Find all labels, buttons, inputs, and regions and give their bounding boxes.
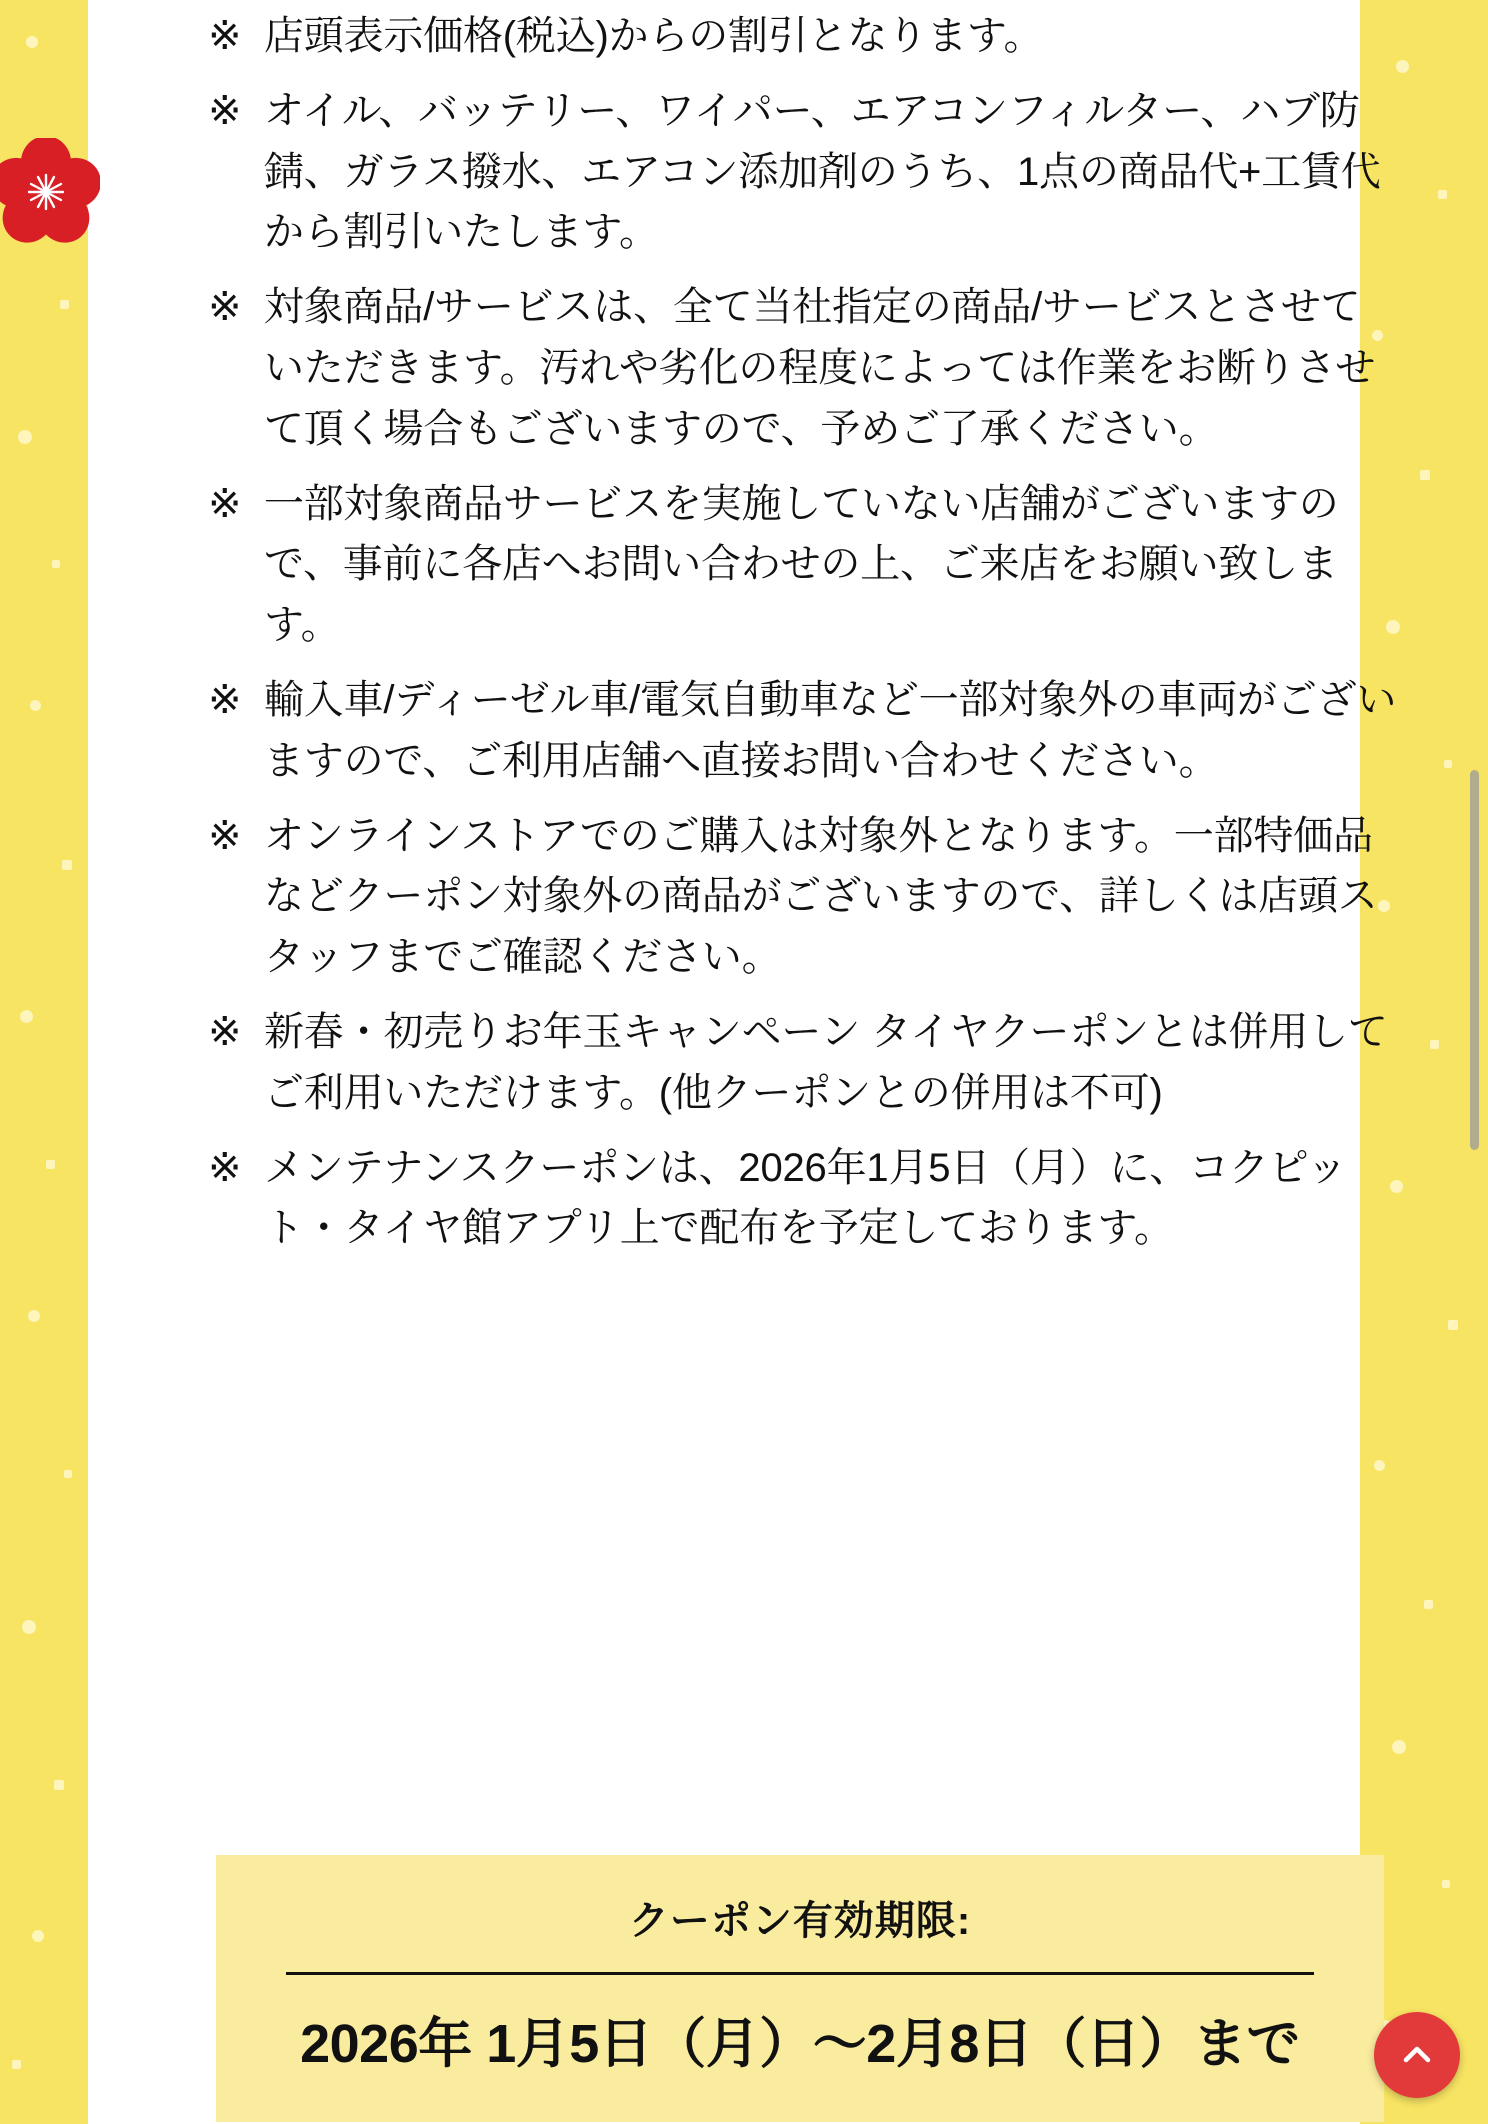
confetti-dot — [22, 1620, 36, 1634]
note-marker: ※ — [208, 14, 242, 58]
list-item — [208, 6, 1398, 67]
note-marker: ※ — [208, 1009, 242, 1054]
validity-title: クーポン有効期限: — [628, 1899, 972, 1943]
confetti-dot — [62, 860, 72, 870]
list-item — [208, 670, 1398, 792]
list-item — [208, 1002, 1398, 1124]
confetti-dot — [1392, 1740, 1406, 1754]
note-text: 一部対象商品サービスを実施していない店舗がございますので、事前に各店へお問い合わせの上、ご来店をお願い致します。 — [264, 481, 1339, 648]
confetti-dot — [1438, 190, 1447, 199]
note-text: 新春・初売りお年玉キャンペーン タイヤクーポンとは併用してご利用いただけます。(他クーポンとの併用は不可) — [264, 1009, 1388, 1115]
coupon-validity-box — [216, 1855, 1384, 2122]
confetti-dot — [28, 1310, 40, 1322]
note-text: 対象商品/サービスは、全て当社指定の商品/サービスとさせていただきます。汚れや劣化の程度によっては作業をお断りさせて頂く場合もございますので、予めご了承ください。 — [264, 285, 1376, 451]
confetti-dot — [30, 700, 41, 711]
note-text: 輸入車/ディーゼル車/電気自動車など一部対象外の車両がございますので、ご利用店舗へ直接お問い合わせください。 — [264, 677, 1397, 783]
confetti-dot — [60, 300, 69, 309]
confetti-dot — [1420, 470, 1430, 480]
confetti-dot — [32, 1930, 44, 1942]
note-marker: ※ — [208, 677, 242, 722]
confetti-dot — [12, 2060, 21, 2069]
confetti-dot — [46, 1160, 55, 1169]
divider — [286, 1972, 1314, 1975]
vertical-scrollbar[interactable] — [1470, 770, 1479, 1150]
confetti-dot — [54, 1780, 64, 1790]
list-item — [208, 806, 1398, 988]
confetti-dot — [52, 560, 60, 568]
back-to-top-button[interactable] — [1374, 2012, 1460, 2098]
confetti-dot — [1442, 1880, 1450, 1888]
note-text: メンテナンスクーポンは、2026年1月5日（月）に、コクピット・タイヤ館アプリ上で配布を予定しております。 — [264, 1145, 1347, 1251]
confetti-dot — [1444, 760, 1452, 768]
list-item — [208, 1138, 1398, 1260]
note-marker: ※ — [208, 813, 242, 858]
confetti-dot — [18, 430, 32, 444]
note-text: オイル、バッテリー、ワイパー、エアコンフィルター、ハブ防錆、ガラス撥水、エアコン添加剤のうち、1点の商品代+工賃代から割引いたします。 — [264, 88, 1381, 255]
confetti-dot — [1424, 1600, 1433, 1609]
confetti-dot — [20, 1010, 33, 1023]
plum-blossom-svg — [0, 138, 100, 246]
list-item — [208, 277, 1398, 459]
note-marker: ※ — [208, 1145, 242, 1190]
list-item — [208, 81, 1398, 263]
confetti-dot — [64, 1470, 72, 1478]
confetti-dot — [26, 36, 38, 48]
list-item — [208, 474, 1398, 656]
notes-list — [208, 6, 1398, 1273]
note-marker: ※ — [208, 88, 242, 133]
plum-blossom-icon — [0, 138, 100, 246]
validity-range: 2026年 1月5日（月）〜2月8日（日）まで — [300, 2014, 1300, 2074]
confetti-dot — [1374, 1460, 1385, 1471]
note-marker: ※ — [208, 481, 242, 526]
note-marker: ※ — [208, 285, 242, 330]
note-text: オンラインストアでのご購入は対象外となります。一部特価品などクーポン対象外の商品がございますので、詳しくは店頭スタッフまでご確認ください。 — [264, 813, 1378, 980]
chevron-up-icon — [1394, 2032, 1440, 2078]
confetti-dot — [1448, 1320, 1458, 1330]
confetti-dot — [1430, 1040, 1439, 1049]
note-text: 店頭表示価格(税込)からの割引となります。 — [264, 14, 1044, 58]
content-card — [88, 0, 1397, 2124]
